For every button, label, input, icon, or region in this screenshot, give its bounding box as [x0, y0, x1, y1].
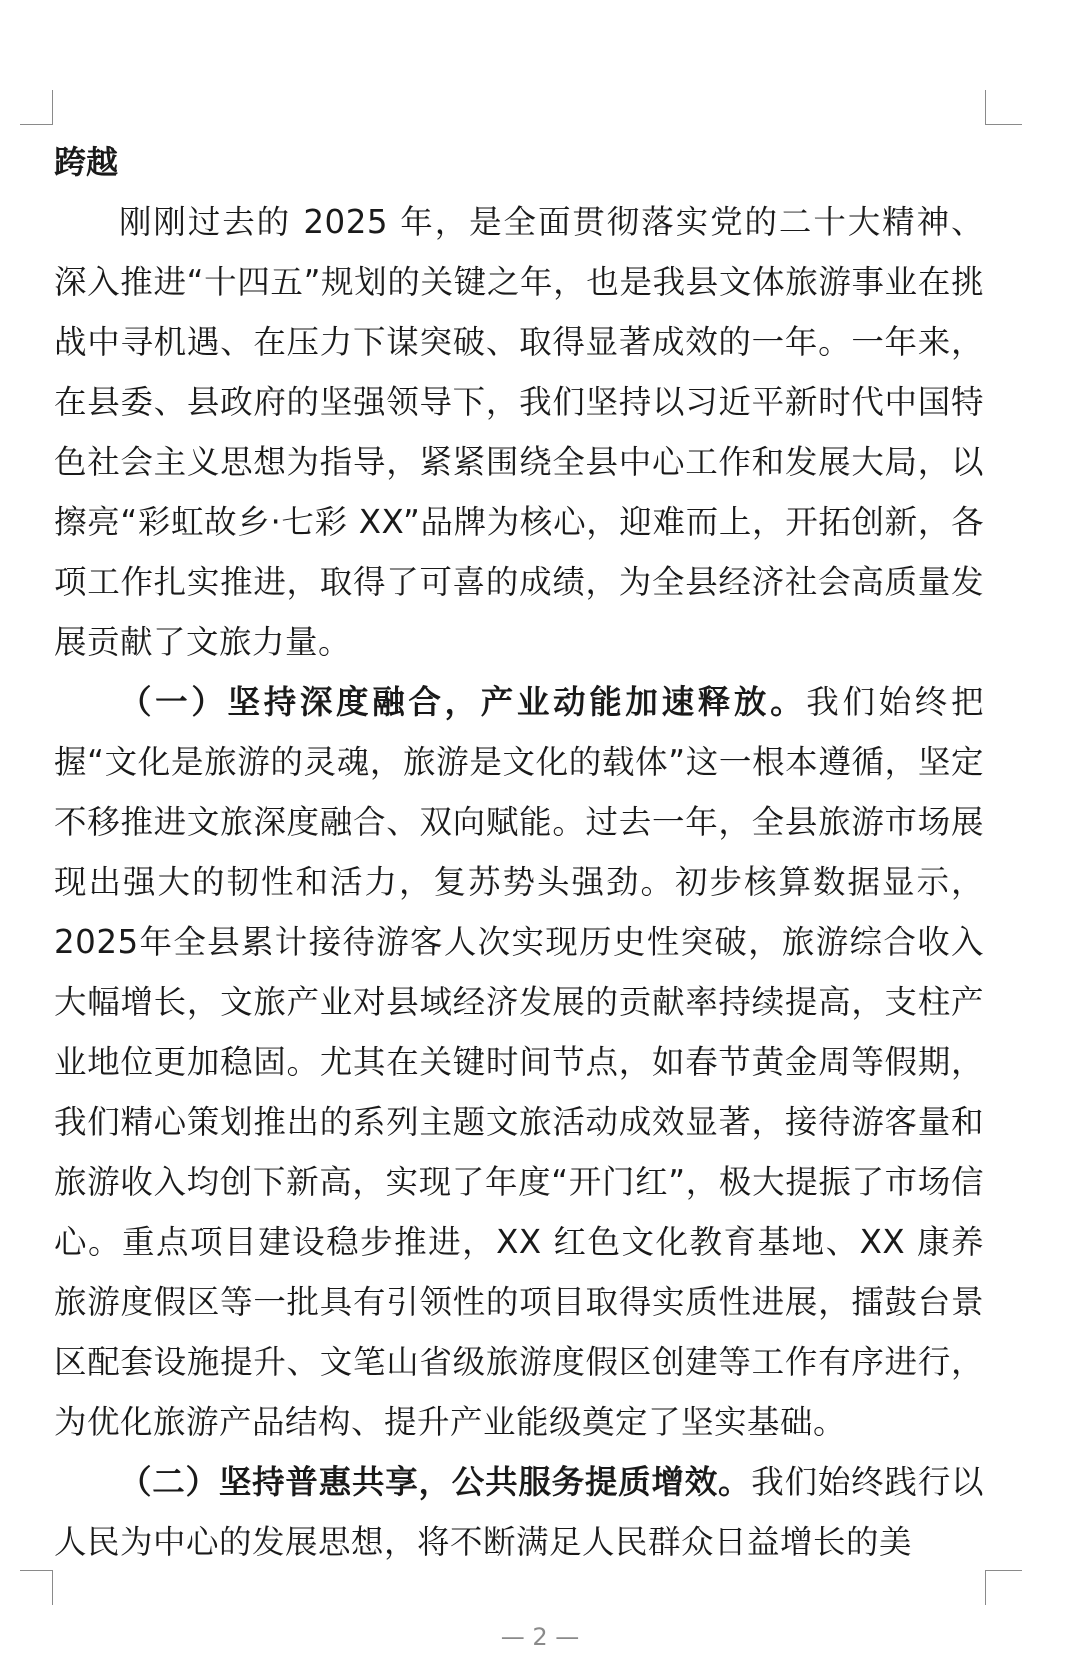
paragraph-lead-heading: （二）坚持普惠共享，公共服务提质增效。 [119, 1463, 752, 1501]
paragraph-intro [54, 192, 984, 672]
paragraph-text: 我们始终把握“文化是旅游的灵魂，旅游是文化的载体”这一根本遵循，坚定不移推进文旅深度融合、双向赋能。过去一年，全县旅游市场展现出强大的韧性和活力，复苏势头强劲。初步核算数据显示，2025年全县累计接待游客人次实现历史性突破，旅游综合收入大幅增长，文旅产业对县域经济发展的贡献率持续提高，支柱产业地位更加稳固。尤其在关键时间节点，如春节黄金周等假期，我们精心策划推出的系列主题文旅活动成效显著，接待游客量和旅游收入均创下新高，实现了年度“开门红”，极大提振了市场信心。重点项目建设稳步推进，XX 红色文化教育基地、XX 康养旅游度假区等一批具有引领性的项目取得实质性进展，擂鼓台景区配套设施提升、文笔山省级旅游度假区创建等工作有序进行，为优化旅游产品结构、提升产业能级奠定了坚实基础。 [54, 683, 984, 1441]
section-heading: 跨越 [54, 143, 119, 181]
paragraph-lead-heading: （一）坚持深度融合，产业动能加速释放。 [119, 683, 807, 721]
crop-mark-bottom-left [20, 1570, 53, 1605]
crop-mark-top-right [985, 90, 1022, 125]
paragraph-section-1 [54, 672, 984, 1452]
document-body [54, 132, 984, 1572]
paragraph-text: 刚刚过去的 2025 年，是全面贯彻落实党的二十大精神、深入推进“十四五”规划的关键之年，也是我县文体旅游事业在挑战中寻机遇、在压力下谋突破、取得显著成效的一年。一年来，在县委、县政府的坚强领导下，我们坚持以习近平新时代中国特色社会主义思想为指导，紧紧围绕全县中心工作和发展大局，以擦亮“彩虹故乡·七彩 XX”品牌为核心，迎难而上，开拓创新，各项工作扎实推进，取得了可喜的成绩，为全县经济社会高质量发展贡献了文旅力量。 [54, 203, 984, 661]
paragraph-section-2 [54, 1452, 984, 1572]
page-number: — 2 — [500, 1623, 580, 1651]
crop-mark-bottom-right [985, 1570, 1022, 1605]
paragraph-text: 我们始终践行以人民为中心的发展思想，将不断满足人民群众日益增长的美 [54, 1463, 984, 1561]
crop-mark-top-left [20, 90, 53, 125]
